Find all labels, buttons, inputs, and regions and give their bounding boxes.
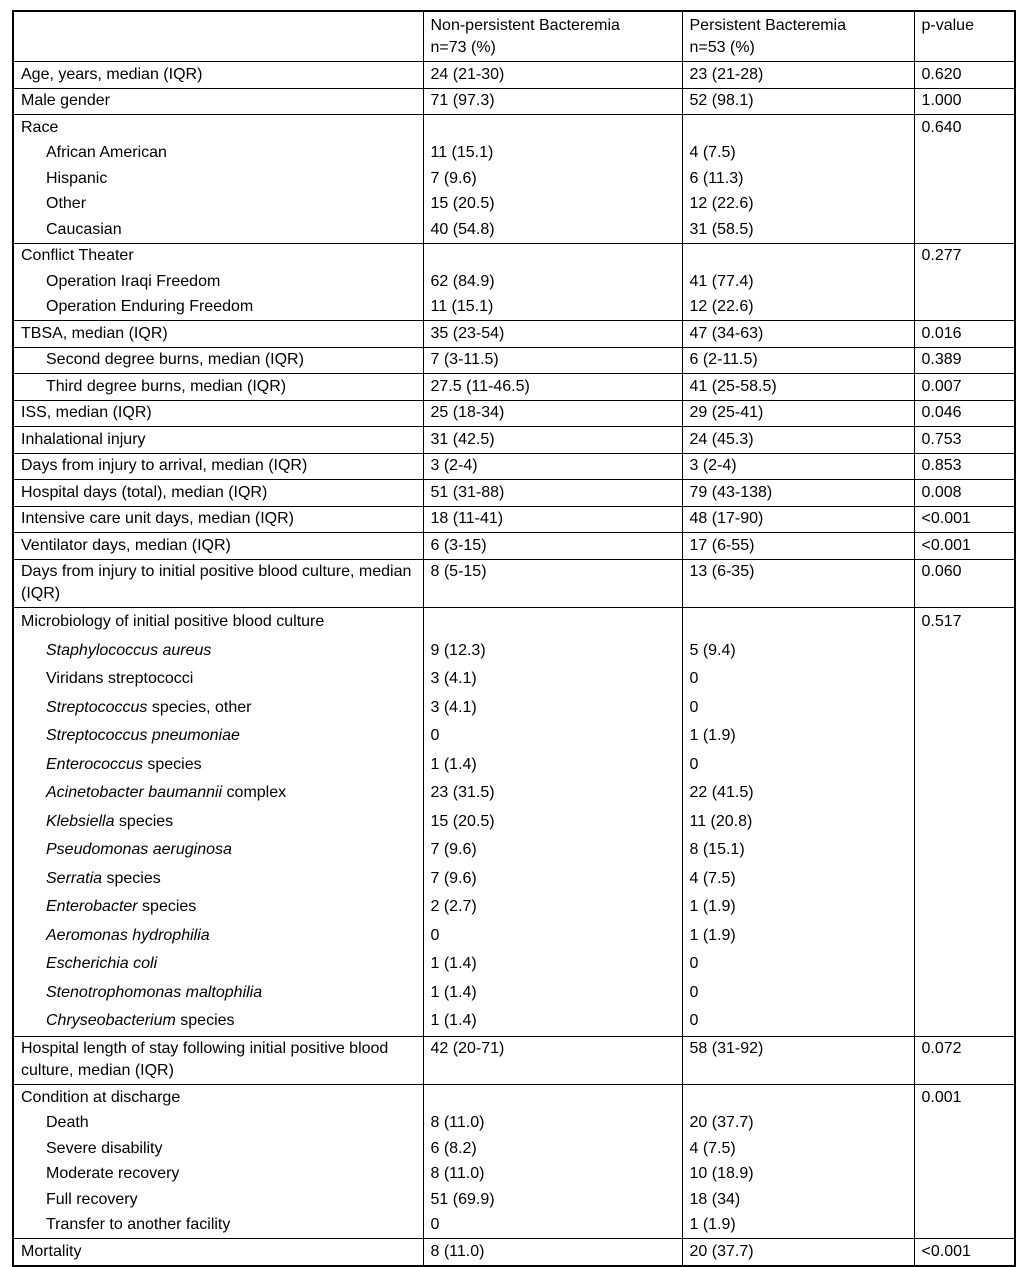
- nonpersistent-value-cell: 3 (4.1): [423, 665, 682, 694]
- header-persistent-cell: [682, 11, 914, 62]
- row-label-cell: [13, 1111, 423, 1137]
- persistent-value-cell: 0: [682, 1007, 914, 1036]
- table-row: [13, 1085, 1015, 1111]
- persistent-value-cell: 1 (1.9): [682, 922, 914, 951]
- nonpersistent-value-cell: 8 (11.0): [423, 1162, 682, 1188]
- nonpersistent-value-cell: 11 (15.1): [423, 141, 682, 167]
- pvalue-cell: [914, 1007, 1015, 1036]
- table-row: [13, 295, 1015, 321]
- row-label-text: Full recovery: [46, 1190, 138, 1208]
- nonpersistent-value-cell: 0: [423, 922, 682, 951]
- nonpersistent-value-cell: [423, 243, 682, 269]
- persistent-value-cell: 79 (43-138): [682, 480, 914, 507]
- table-row: [13, 480, 1015, 507]
- pvalue-cell: [914, 166, 1015, 192]
- row-label-text: species: [175, 1012, 235, 1030]
- nonpersistent-value-cell: [423, 1085, 682, 1111]
- row-label-text-italic: Streptococcus pneumoniae: [46, 727, 240, 745]
- nonpersistent-value-cell: 8 (5-15): [423, 559, 682, 608]
- row-label-text: Hospital length of stay following initial positive blood culture, median (IQR): [21, 1040, 389, 1080]
- pvalue-cell: [914, 1111, 1015, 1137]
- row-label-cell: [13, 1239, 423, 1266]
- table-row: [13, 506, 1015, 533]
- row-label-cell: [13, 1162, 423, 1188]
- pvalue-cell: [914, 295, 1015, 321]
- row-label-cell: [13, 559, 423, 608]
- row-label-text: Ventilator days, median (IQR): [21, 536, 231, 554]
- table-body: [13, 62, 1015, 1266]
- row-label-cell: [13, 453, 423, 480]
- row-label-cell: [13, 321, 423, 348]
- nonpersistent-value-cell: 71 (97.3): [423, 88, 682, 115]
- row-label-cell: [13, 694, 423, 723]
- row-label-text: Microbiology of initial positive blood culture: [21, 613, 325, 631]
- pvalue-cell: 0.008: [914, 480, 1015, 507]
- nonpersistent-value-cell: 6 (8.2): [423, 1136, 682, 1162]
- persistent-value-cell: 13 (6-35): [682, 559, 914, 608]
- table-row: [13, 1136, 1015, 1162]
- persistent-value-cell: 0: [682, 950, 914, 979]
- pvalue-cell: [914, 751, 1015, 780]
- table-row: [13, 779, 1015, 808]
- table-row: [13, 243, 1015, 269]
- persistent-value-cell: 22 (41.5): [682, 779, 914, 808]
- row-label-text-italic: Enterococcus: [46, 755, 143, 773]
- pvalue-cell: [914, 637, 1015, 666]
- table-row: [13, 950, 1015, 979]
- persistent-value-cell: 0: [682, 694, 914, 723]
- pvalue-cell: [914, 979, 1015, 1008]
- row-label-text-italic: Enterobacter: [46, 898, 138, 916]
- row-label-text: Conflict Theater: [21, 247, 134, 265]
- row-label-text: Condition at discharge: [21, 1088, 181, 1106]
- row-label-text: species: [114, 812, 174, 830]
- row-label-cell: [13, 950, 423, 979]
- persistent-value-cell: 41 (77.4): [682, 269, 914, 295]
- row-label-text: Inhalational injury: [21, 430, 146, 448]
- nonpersistent-value-cell: 6 (3-15): [423, 533, 682, 560]
- pvalue-cell: [914, 1162, 1015, 1188]
- persistent-value-cell: 12 (22.6): [682, 192, 914, 218]
- row-label-cell: [13, 1187, 423, 1213]
- table-row: [13, 608, 1015, 637]
- table-row: [13, 1239, 1015, 1266]
- table-row: [13, 453, 1015, 480]
- table-row: [13, 808, 1015, 837]
- row-label-text: Moderate recovery: [46, 1165, 180, 1183]
- persistent-value-cell: 4 (7.5): [682, 1136, 914, 1162]
- row-label-cell: [13, 979, 423, 1008]
- header-persistent-title: Persistent Bacteremia: [689, 16, 847, 34]
- row-label-cell: [13, 166, 423, 192]
- table-row: [13, 192, 1015, 218]
- nonpersistent-value-cell: 1 (1.4): [423, 950, 682, 979]
- header-nonpersistent-title: Non-persistent Bacteremia: [430, 16, 620, 34]
- row-label-text: Intensive care unit days, median (IQR): [21, 510, 295, 528]
- persistent-value-cell: 4 (7.5): [682, 865, 914, 894]
- row-label-text: Other: [46, 195, 87, 213]
- row-label-cell: [13, 836, 423, 865]
- pvalue-cell: <0.001: [914, 1239, 1015, 1266]
- nonpersistent-value-cell: [423, 608, 682, 637]
- persistent-value-cell: 1 (1.9): [682, 722, 914, 751]
- row-label-text: Days from injury to initial positive blood culture, median (IQR): [21, 563, 412, 603]
- row-label-text-italic: Serratia: [46, 869, 103, 887]
- pvalue-cell: [914, 217, 1015, 243]
- row-label-cell: [13, 88, 423, 115]
- persistent-value-cell: 0: [682, 979, 914, 1008]
- table-row: [13, 400, 1015, 427]
- table-row: [13, 217, 1015, 243]
- row-label-text: Caucasian: [46, 220, 122, 238]
- row-label-cell: [13, 1007, 423, 1036]
- persistent-value-cell: 17 (6-55): [682, 533, 914, 560]
- nonpersistent-value-cell: 3 (2-4): [423, 453, 682, 480]
- table-row: [13, 374, 1015, 401]
- row-label-text: Male gender: [21, 92, 110, 110]
- table-row: [13, 722, 1015, 751]
- nonpersistent-value-cell: 7 (9.6): [423, 865, 682, 894]
- bacteremia-comparison-table: [12, 10, 1016, 1267]
- persistent-value-cell: 58 (31-92): [682, 1036, 914, 1085]
- nonpersistent-value-cell: 7 (3-11.5): [423, 347, 682, 374]
- row-label-cell: [13, 751, 423, 780]
- table-row: [13, 1213, 1015, 1239]
- nonpersistent-value-cell: 7 (9.6): [423, 166, 682, 192]
- row-label-text-italic: Stenotrophomonas maltophilia: [46, 983, 263, 1001]
- row-label-cell: [13, 893, 423, 922]
- pvalue-cell: 0.389: [914, 347, 1015, 374]
- persistent-value-cell: 6 (11.3): [682, 166, 914, 192]
- header-pvalue-cell: p-value: [914, 11, 1015, 62]
- nonpersistent-value-cell: [423, 115, 682, 141]
- table-row: [13, 559, 1015, 608]
- persistent-value-cell: 12 (22.6): [682, 295, 914, 321]
- pvalue-cell: 0.853: [914, 453, 1015, 480]
- row-label-text: ISS, median (IQR): [21, 404, 152, 422]
- persistent-value-cell: 0: [682, 751, 914, 780]
- pvalue-cell: [914, 808, 1015, 837]
- pvalue-cell: 0.046: [914, 400, 1015, 427]
- table-row: [13, 1036, 1015, 1085]
- table-row: [13, 865, 1015, 894]
- row-label-cell: [13, 506, 423, 533]
- row-label-cell: [13, 141, 423, 167]
- row-label-text-italic: Escherichia coli: [46, 955, 158, 973]
- row-label-text: Death: [46, 1114, 89, 1132]
- nonpersistent-value-cell: 1 (1.4): [423, 1007, 682, 1036]
- row-label-text: Transfer to another facility: [46, 1216, 231, 1234]
- row-label-cell: [13, 922, 423, 951]
- persistent-value-cell: 47 (34-63): [682, 321, 914, 348]
- nonpersistent-value-cell: 11 (15.1): [423, 295, 682, 321]
- persistent-value-cell: 52 (98.1): [682, 88, 914, 115]
- row-label-cell: [13, 243, 423, 269]
- table-row: [13, 88, 1015, 115]
- persistent-value-cell: 20 (37.7): [682, 1111, 914, 1137]
- table-row: [13, 166, 1015, 192]
- row-label-cell: [13, 637, 423, 666]
- row-label-text: species, other: [147, 698, 252, 716]
- row-label-cell: [13, 665, 423, 694]
- persistent-value-cell: 1 (1.9): [682, 1213, 914, 1239]
- row-label-text: Viridans streptococci: [46, 670, 194, 688]
- row-label-text: species: [142, 755, 202, 773]
- pvalue-cell: [914, 722, 1015, 751]
- pvalue-cell: 0.060: [914, 559, 1015, 608]
- row-label-cell: [13, 62, 423, 89]
- nonpersistent-value-cell: 8 (11.0): [423, 1239, 682, 1266]
- row-label-cell: [13, 808, 423, 837]
- row-label-cell: [13, 217, 423, 243]
- persistent-value-cell: 3 (2-4): [682, 453, 914, 480]
- row-label-cell: [13, 608, 423, 637]
- table-row: [13, 893, 1015, 922]
- pvalue-cell: 0.620: [914, 62, 1015, 89]
- row-label-text: Age, years, median (IQR): [21, 65, 203, 83]
- table-row: [13, 533, 1015, 560]
- row-label-cell: [13, 533, 423, 560]
- persistent-value-cell: 29 (25-41): [682, 400, 914, 427]
- row-label-cell: [13, 192, 423, 218]
- row-label-cell: [13, 115, 423, 141]
- nonpersistent-value-cell: 24 (21-30): [423, 62, 682, 89]
- persistent-value-cell: 5 (9.4): [682, 637, 914, 666]
- pvalue-cell: 0.277: [914, 243, 1015, 269]
- nonpersistent-value-cell: 23 (31.5): [423, 779, 682, 808]
- persistent-value-cell: 20 (37.7): [682, 1239, 914, 1266]
- nonpersistent-value-cell: 27.5 (11-46.5): [423, 374, 682, 401]
- table-row: [13, 751, 1015, 780]
- row-label-text-italic: Klebsiella: [46, 812, 115, 830]
- table-row: [13, 427, 1015, 454]
- persistent-value-cell: 4 (7.5): [682, 141, 914, 167]
- pvalue-cell: [914, 893, 1015, 922]
- row-label-cell: [13, 295, 423, 321]
- header-nonpersistent-cell: [423, 11, 682, 62]
- row-label-cell: [13, 427, 423, 454]
- table-row: [13, 347, 1015, 374]
- nonpersistent-value-cell: 51 (31-88): [423, 480, 682, 507]
- table-row: [13, 141, 1015, 167]
- row-label-text: Mortality: [21, 1242, 82, 1260]
- row-label-cell: [13, 722, 423, 751]
- nonpersistent-value-cell: 62 (84.9): [423, 269, 682, 295]
- nonpersistent-value-cell: 0: [423, 1213, 682, 1239]
- row-label-text-italic: Acinetobacter baumannii: [46, 784, 223, 802]
- persistent-value-cell: 31 (58.5): [682, 217, 914, 243]
- pvalue-cell: 0.072: [914, 1036, 1015, 1085]
- nonpersistent-value-cell: 15 (20.5): [423, 192, 682, 218]
- row-label-text: species: [102, 869, 161, 887]
- pvalue-cell: [914, 865, 1015, 894]
- table-row: [13, 694, 1015, 723]
- pvalue-cell: 0.007: [914, 374, 1015, 401]
- persistent-value-cell: 6 (2-11.5): [682, 347, 914, 374]
- pvalue-cell: <0.001: [914, 506, 1015, 533]
- row-label-text-italic: Aeromonas hydrophilia: [46, 926, 210, 944]
- nonpersistent-value-cell: 1 (1.4): [423, 751, 682, 780]
- persistent-value-cell: 11 (20.8): [682, 808, 914, 837]
- persistent-value-cell: 24 (45.3): [682, 427, 914, 454]
- table-row: [13, 115, 1015, 141]
- table-row: [13, 1111, 1015, 1137]
- nonpersistent-value-cell: 0: [423, 722, 682, 751]
- row-label-text: Race: [21, 118, 59, 136]
- row-label-cell: [13, 347, 423, 374]
- header-empty-cell: [13, 11, 423, 62]
- header-row: [13, 11, 1015, 62]
- persistent-value-cell: 23 (21-28): [682, 62, 914, 89]
- table-row: [13, 269, 1015, 295]
- row-label-text: Hospital days (total), median (IQR): [21, 483, 268, 501]
- nonpersistent-value-cell: 2 (2.7): [423, 893, 682, 922]
- nonpersistent-value-cell: 40 (54.8): [423, 217, 682, 243]
- nonpersistent-value-cell: 51 (69.9): [423, 1187, 682, 1213]
- pvalue-cell: [914, 1213, 1015, 1239]
- pvalue-cell: [914, 141, 1015, 167]
- pvalue-cell: [914, 836, 1015, 865]
- nonpersistent-value-cell: 15 (20.5): [423, 808, 682, 837]
- nonpersistent-value-cell: 3 (4.1): [423, 694, 682, 723]
- pvalue-cell: 0.016: [914, 321, 1015, 348]
- row-label-cell: [13, 400, 423, 427]
- row-label-cell: [13, 779, 423, 808]
- table-row: [13, 637, 1015, 666]
- nonpersistent-value-cell: 18 (11-41): [423, 506, 682, 533]
- nonpersistent-value-cell: 42 (20-71): [423, 1036, 682, 1085]
- pvalue-cell: 0.640: [914, 115, 1015, 141]
- pvalue-cell: [914, 192, 1015, 218]
- row-label-cell: [13, 480, 423, 507]
- pvalue-cell: [914, 1136, 1015, 1162]
- persistent-value-cell: 1 (1.9): [682, 893, 914, 922]
- pvalue-cell: [914, 1187, 1015, 1213]
- nonpersistent-value-cell: 1 (1.4): [423, 979, 682, 1008]
- row-label-text: Severe disability: [46, 1139, 163, 1157]
- persistent-value-cell: 18 (34): [682, 1187, 914, 1213]
- pvalue-cell: [914, 922, 1015, 951]
- row-label-text: TBSA, median (IQR): [21, 324, 168, 342]
- pvalue-cell: [914, 779, 1015, 808]
- table-row: [13, 836, 1015, 865]
- pvalue-cell: [914, 665, 1015, 694]
- row-label-cell: [13, 269, 423, 295]
- table-row: [13, 979, 1015, 1008]
- pvalue-cell: 0.517: [914, 608, 1015, 637]
- nonpersistent-value-cell: 31 (42.5): [423, 427, 682, 454]
- table-row: [13, 1187, 1015, 1213]
- table-row: [13, 1007, 1015, 1036]
- persistent-value-cell: 0: [682, 665, 914, 694]
- pvalue-cell: [914, 950, 1015, 979]
- pvalue-cell: [914, 269, 1015, 295]
- row-label-text: Hispanic: [46, 169, 108, 187]
- row-label-cell: [13, 1136, 423, 1162]
- pvalue-cell: 0.001: [914, 1085, 1015, 1111]
- persistent-value-cell: 48 (17-90): [682, 506, 914, 533]
- persistent-value-cell: 8 (15.1): [682, 836, 914, 865]
- row-label-text: Second degree burns, median (IQR): [46, 351, 304, 369]
- pvalue-cell: 1.000: [914, 88, 1015, 115]
- nonpersistent-value-cell: 7 (9.6): [423, 836, 682, 865]
- table-row: [13, 922, 1015, 951]
- row-label-text: Third degree burns, median (IQR): [46, 377, 287, 395]
- row-label-cell: [13, 374, 423, 401]
- table-row: [13, 1162, 1015, 1188]
- row-label-text-italic: Pseudomonas aeruginosa: [46, 841, 232, 859]
- pvalue-cell: 0.753: [914, 427, 1015, 454]
- row-label-cell: [13, 865, 423, 894]
- row-label-text-italic: Streptococcus: [46, 698, 148, 716]
- nonpersistent-value-cell: 25 (18-34): [423, 400, 682, 427]
- persistent-value-cell: 41 (25-58.5): [682, 374, 914, 401]
- table-row: [13, 62, 1015, 89]
- nonpersistent-value-cell: 35 (23-54): [423, 321, 682, 348]
- row-label-text: complex: [222, 784, 287, 802]
- row-label-text-italic: Chryseobacterium: [46, 1012, 176, 1030]
- row-label-text: Operation Enduring Freedom: [46, 298, 254, 316]
- table-row: [13, 665, 1015, 694]
- row-label-cell: [13, 1085, 423, 1111]
- table-row: [13, 321, 1015, 348]
- persistent-value-cell: [682, 608, 914, 637]
- nonpersistent-value-cell: 9 (12.3): [423, 637, 682, 666]
- pvalue-cell: <0.001: [914, 533, 1015, 560]
- header-persistent-n: n=53 (%): [689, 38, 755, 56]
- persistent-value-cell: [682, 115, 914, 141]
- row-label-cell: [13, 1036, 423, 1085]
- row-label-text: Days from injury to arrival, median (IQR): [21, 457, 308, 475]
- row-label-text: species: [137, 898, 197, 916]
- nonpersistent-value-cell: 8 (11.0): [423, 1111, 682, 1137]
- persistent-value-cell: [682, 1085, 914, 1111]
- pvalue-cell: [914, 694, 1015, 723]
- row-label-text: Operation Iraqi Freedom: [46, 272, 221, 290]
- persistent-value-cell: 10 (18.9): [682, 1162, 914, 1188]
- row-label-cell: [13, 1213, 423, 1239]
- header-nonpersistent-n: n=73 (%): [430, 38, 496, 56]
- persistent-value-cell: [682, 243, 914, 269]
- row-label-text-italic: Staphylococcus aureus: [46, 641, 212, 659]
- row-label-text: African American: [46, 144, 167, 162]
